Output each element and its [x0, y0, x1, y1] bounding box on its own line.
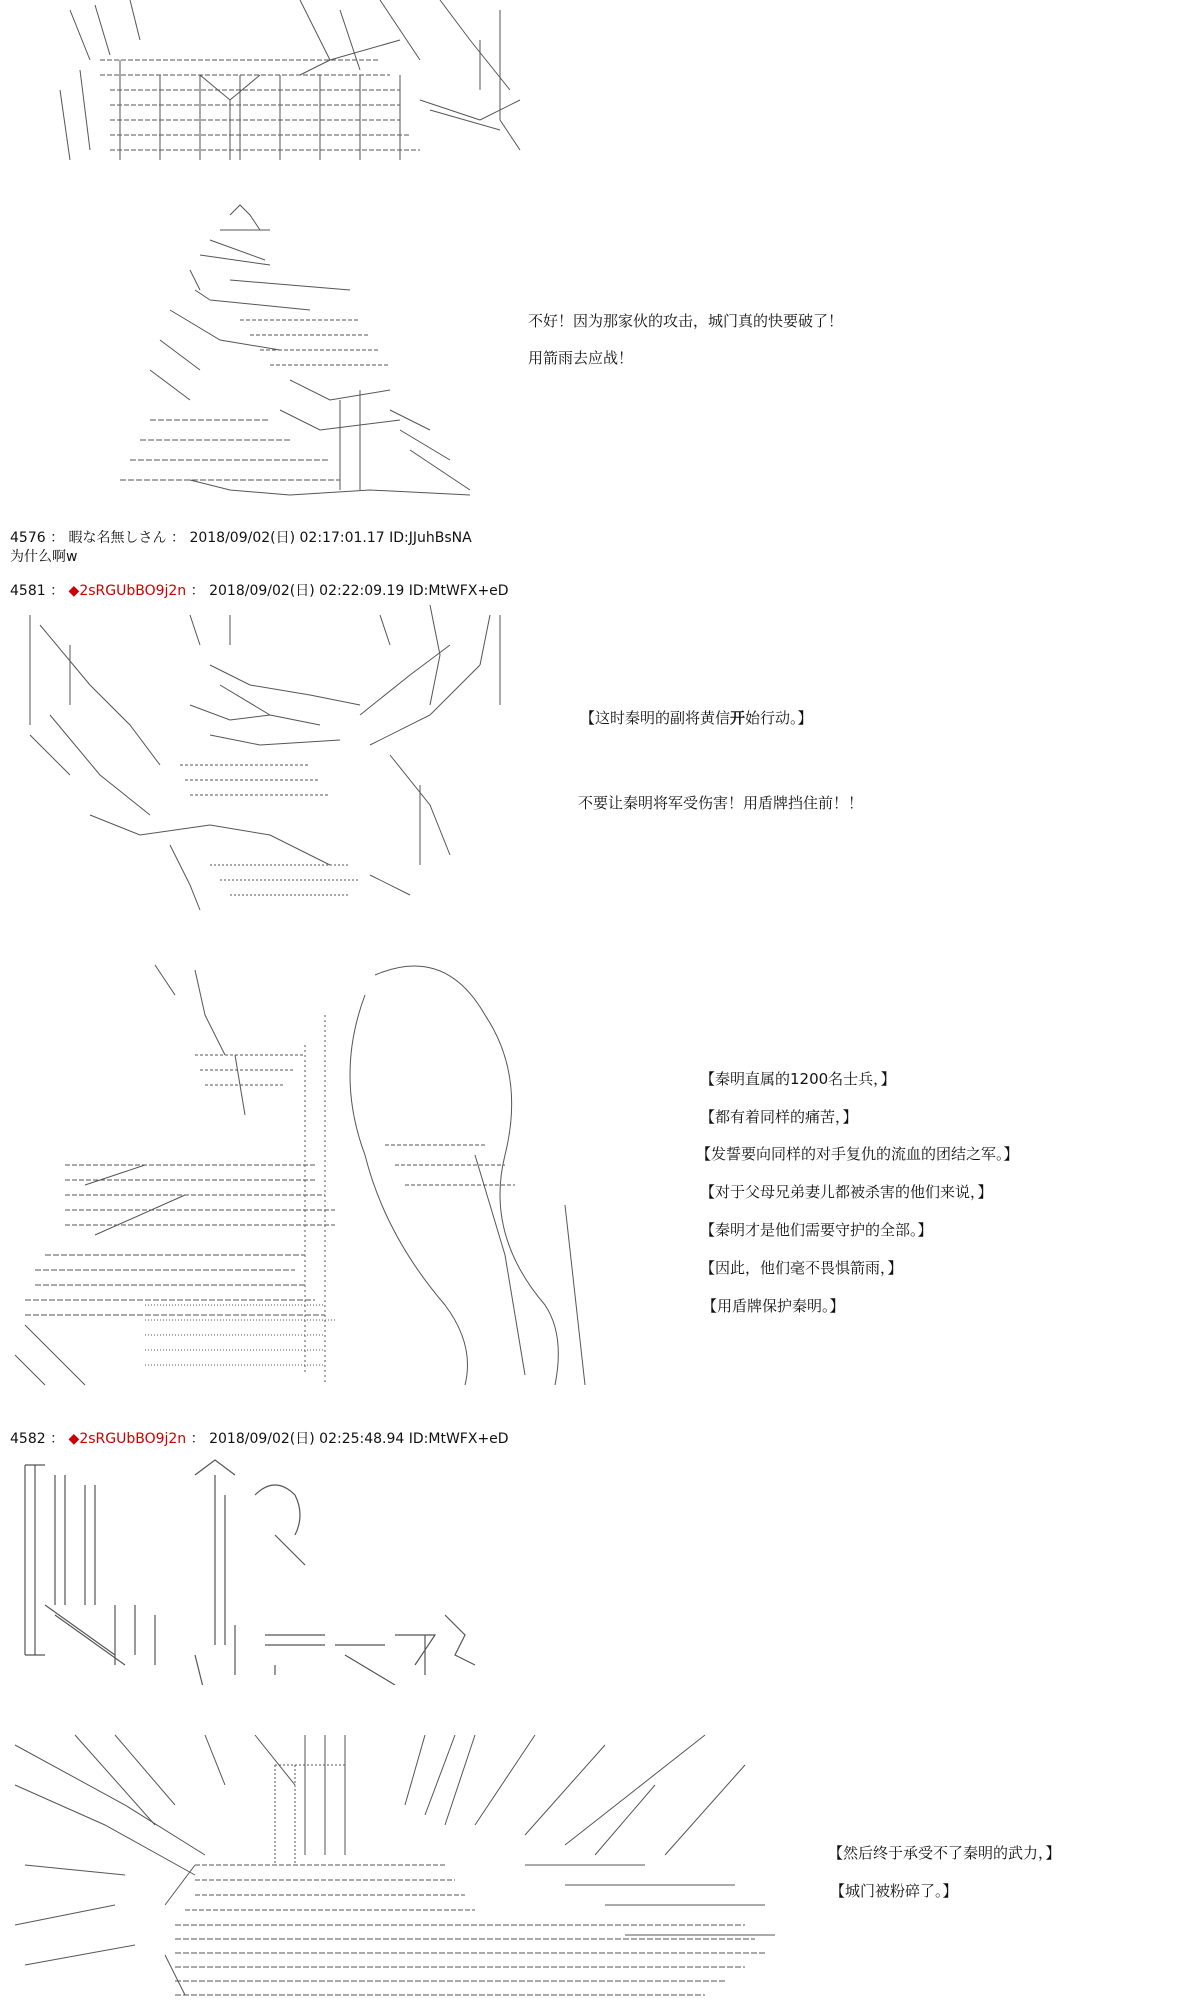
- ascii-art-armored-warrior: [90, 200, 490, 500]
- poster-trip: ◆2sRGUbBO9j2n: [68, 1431, 187, 1447]
- dialogue-line: 不要让秦明将军受伤害！用盾牌挡住前！！: [578, 794, 864, 812]
- shield-soldiers-art-icon: [5, 955, 620, 1395]
- poster-id: ID:MtWFX+eD: [408, 1431, 509, 1447]
- narration-line: 【对于父母兄弟妻儿都被杀害的他们来说，】: [700, 1183, 993, 1201]
- ascii-art-shield-soldiers: [5, 955, 620, 1395]
- narration-line: 【都有着同样的痛苦，】: [700, 1108, 858, 1126]
- narration-line: 【秦明直属的1200名士兵，】: [700, 1070, 896, 1088]
- warrior-art-icon: [90, 200, 490, 500]
- narration-line: 【因此，他们毫不畏惧箭雨，】: [700, 1259, 903, 1277]
- post-datetime: 2018/09/02(日) 02:22:09.19: [209, 583, 405, 599]
- narration-line: 【用盾牌保护秦明。】: [702, 1297, 845, 1315]
- gate-art-icon: [0, 0, 540, 170]
- narration-line: 【秦明才是他们需要守护的全部。】: [700, 1221, 933, 1239]
- separator: ：: [50, 583, 65, 599]
- ascii-art-sound-effect: [15, 1455, 485, 1685]
- poster-trip: ◆2sRGUbBO9j2n: [68, 583, 187, 599]
- ascii-art-gate-top: [0, 0, 540, 170]
- post-header: [10, 527, 472, 547]
- post-header: [10, 580, 509, 600]
- dialogue-line: 用箭雨去应战！: [528, 349, 634, 367]
- separator: ：: [50, 530, 65, 546]
- post-number[interactable]: 4582: [10, 1431, 46, 1447]
- ascii-art-gate-shattered: [5, 1725, 775, 2000]
- post-number[interactable]: 4576: [10, 530, 46, 546]
- post-body: 为什么啊w: [10, 549, 78, 565]
- narration-line: 【这时秦明的副将黄信开始行动。】: [580, 709, 813, 727]
- ascii-art-huang-xin: [10, 605, 510, 915]
- sound-effect-art-icon: [15, 1455, 485, 1685]
- poster-id: ID:JJuhBsNA: [389, 530, 472, 546]
- narration-line: 【然后终于承受不了秦明的武力，】: [828, 1844, 1061, 1862]
- separator: ：: [50, 1431, 65, 1447]
- narration-line: 【发誓要向同样的对手复仇的流血的团结之军。】: [696, 1145, 1019, 1163]
- gate-shattered-art-icon: [5, 1725, 775, 2000]
- bold-char: 开: [730, 709, 746, 727]
- narration-line: 【城门被粉碎了。】: [830, 1882, 958, 1900]
- post-header: [10, 1428, 509, 1448]
- poster-name: 暇な名無しさん: [68, 530, 167, 546]
- huang-xin-art-icon: [10, 605, 510, 915]
- post-datetime: 2018/09/02(日) 02:25:48.94: [209, 1431, 405, 1447]
- post-number[interactable]: 4581: [10, 583, 46, 599]
- separator: ：: [171, 530, 185, 546]
- poster-id: ID:MtWFX+eD: [408, 583, 509, 599]
- separator: ：: [190, 1431, 205, 1447]
- separator: ：: [190, 583, 205, 599]
- post-datetime: 2018/09/02(日) 02:17:01.17: [189, 530, 385, 546]
- dialogue-line: 不好！因为那家伙的攻击，城门真的快要破了！: [528, 312, 844, 330]
